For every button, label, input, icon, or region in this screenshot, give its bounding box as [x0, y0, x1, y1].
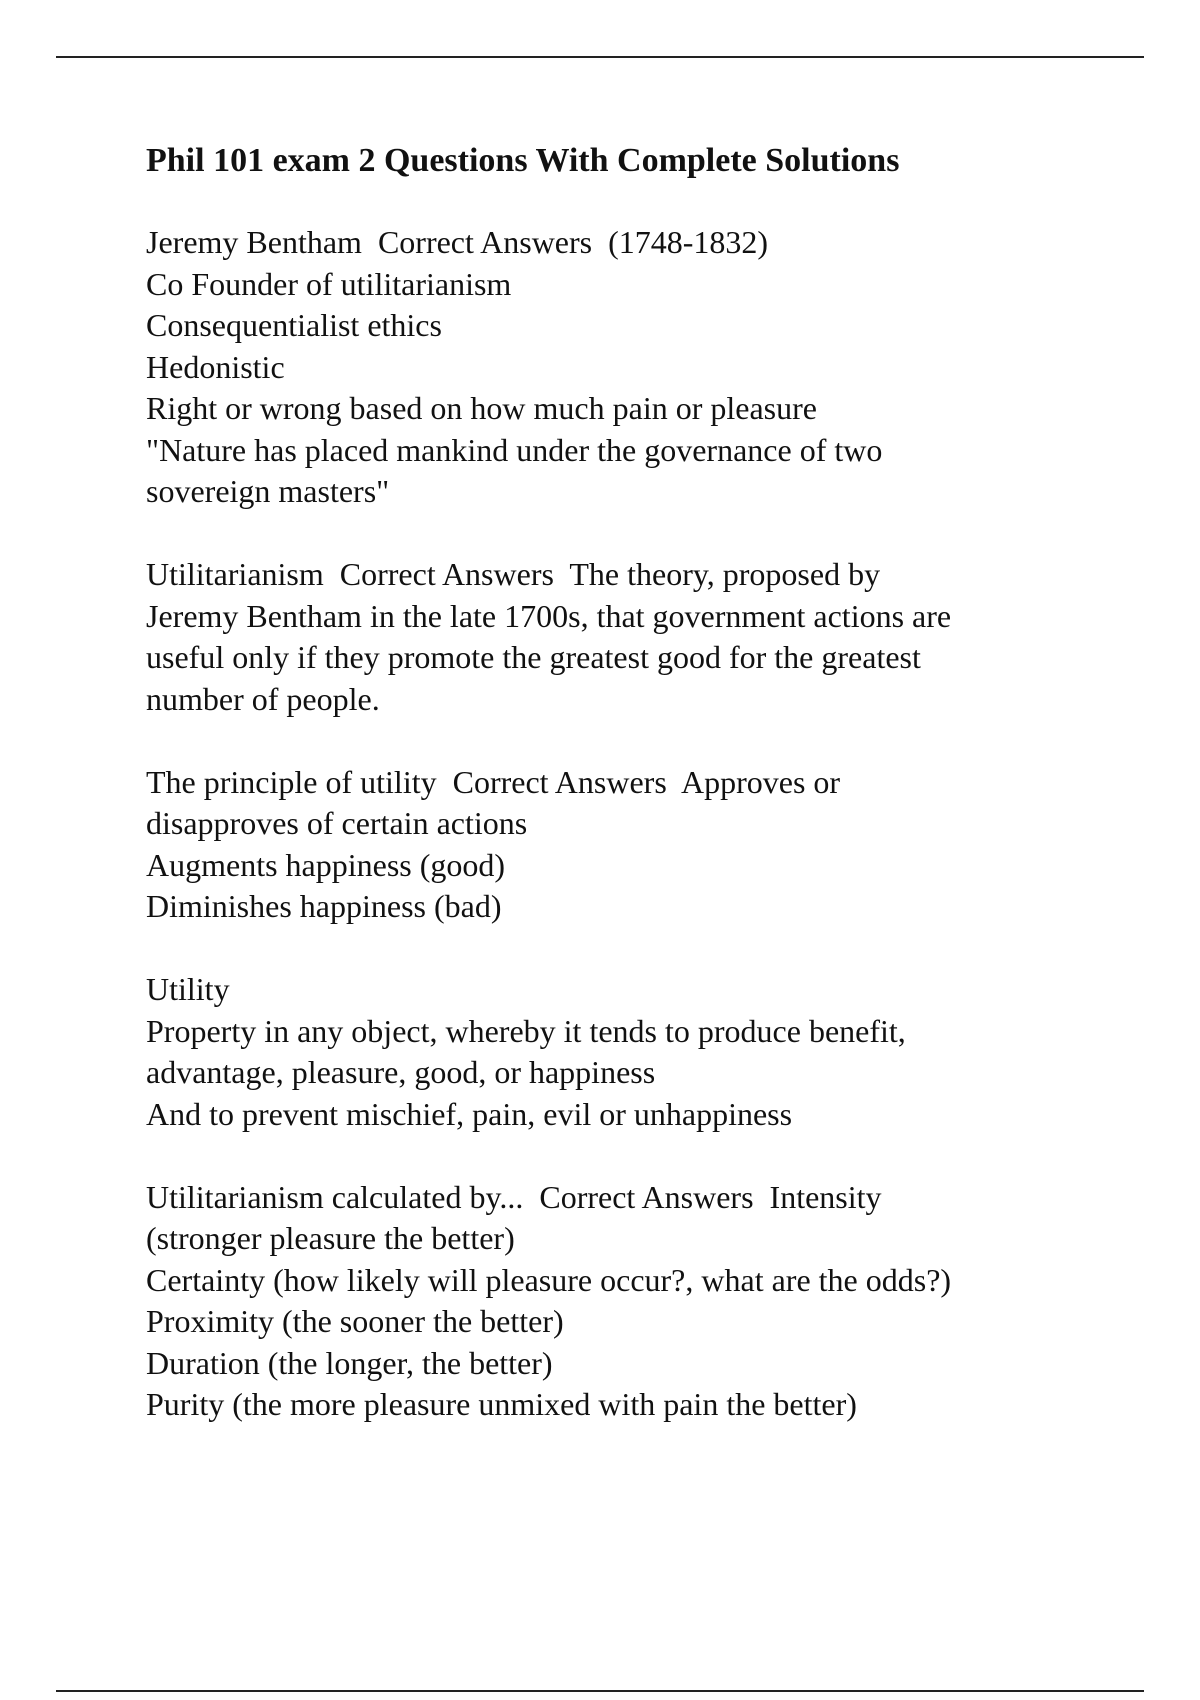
entry-principle-of-utility	[146, 762, 1076, 928]
entry-line: Utility	[146, 971, 230, 1007]
entry-line: Right or wrong based on how much pain or pleasure	[146, 390, 817, 426]
entry-line: Purity (the more pleasure unmixed with pain the better)	[146, 1386, 857, 1422]
entry-line: useful only if they promote the greatest good for the greatest	[146, 639, 921, 675]
document-page	[146, 140, 1076, 1467]
entry-line: Co Founder of utilitarianism	[146, 265, 512, 302]
entry-line: disapproves of certain actions	[146, 805, 528, 841]
entry-line: (stronger pleasure the better)	[146, 1220, 515, 1256]
entry-line: Utilitarianism Correct Answers The theory, proposed by	[146, 556, 881, 592]
entry-line: Diminishes happiness (bad)	[146, 888, 502, 924]
entry-line: advantage, pleasure, good, or happiness	[146, 1054, 656, 1090]
entry-line: sovereign masters"	[146, 473, 390, 509]
entry-jeremy-bentham	[146, 222, 1076, 513]
entry-line: And to prevent mischief, pain, evil or unhappiness	[146, 1095, 793, 1132]
entry-line: Consequentialist ethics	[146, 307, 442, 343]
bottom-rule	[56, 1690, 1144, 1692]
entry-line: Property in any object, whereby it tends to produce benefit,	[146, 1012, 906, 1049]
top-rule	[56, 56, 1144, 58]
entry-line: "Nature has placed mankind under the governance of two	[146, 431, 883, 468]
entry-line: Certainty (how likely will pleasure occur?, what are the odds?)	[146, 1261, 952, 1298]
entry-line: Proximity (the sooner the better)	[146, 1303, 564, 1339]
entry-line: number of people.	[146, 680, 380, 717]
entry-utility	[146, 969, 1076, 1135]
entry-line: Augments happiness (good)	[146, 846, 506, 883]
document-title: Phil 101 exam 2 Questions With Complete Solutions	[146, 142, 900, 179]
entry-line: Jeremy Bentham in the late 1700s, that government actions are	[146, 597, 952, 634]
entry-line: Hedonistic	[146, 348, 285, 385]
entry-line: Duration (the longer, the better)	[146, 1344, 553, 1381]
entry-line: Jeremy Bentham Correct Answers (1748-1832)	[146, 224, 769, 260]
entry-utilitarianism-calculated	[146, 1177, 1076, 1426]
entry-utilitarianism	[146, 554, 1076, 720]
entry-line: Utilitarianism calculated by... Correct Answers Intensity	[146, 1178, 882, 1215]
entry-line: The principle of utility Correct Answers Approves or	[146, 763, 841, 800]
